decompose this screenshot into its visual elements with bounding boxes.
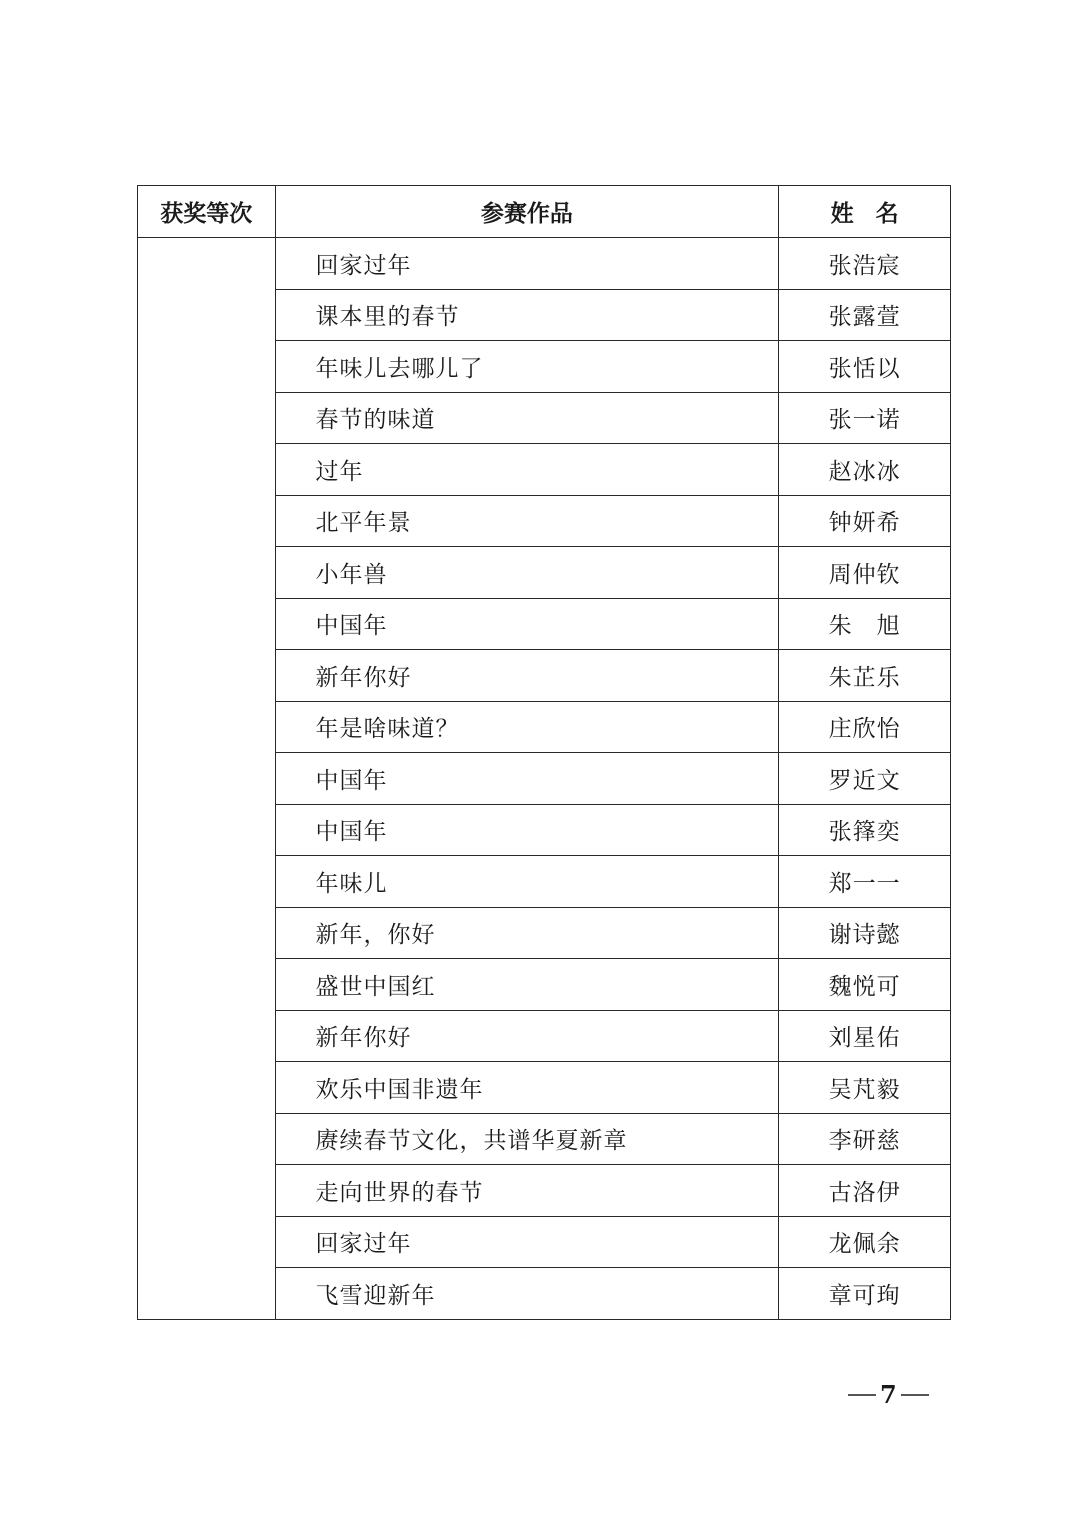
work-title: 新年你好 [275,1010,779,1062]
participant-name: 张露萱 [779,289,951,341]
participant-name: 魏悦可 [779,959,951,1011]
participant-name: 罗近文 [779,753,951,805]
participant-name: 周仲钦 [779,547,951,599]
participant-name: 龙佩余 [779,1216,951,1268]
awards-table [137,185,951,1320]
work-title: 春节的味道 [275,392,779,444]
work-title: 年味儿去哪儿了 [275,341,779,393]
participant-name: 赵冰冰 [779,444,951,496]
participant-name: 张恬以 [779,341,951,393]
work-title: 新年你好 [275,650,779,702]
participant-name: 张浩宸 [779,238,951,290]
table-row [138,238,951,290]
work-title: 过年 [275,444,779,496]
work-title: 小年兽 [275,547,779,599]
page-number: 7 [880,1380,897,1409]
work-title: 赓续春节文化，共谱华夏新章 [275,1113,779,1165]
participant-name: 郑一一 [779,856,951,908]
award-level-cell [138,238,276,1320]
work-title: 盛世中国红 [275,959,779,1011]
header-award-level: 获奖等次 [138,186,276,238]
table-header-row [138,186,951,238]
work-title: 北平年景 [275,495,779,547]
participant-name: 刘星佑 [779,1010,951,1062]
participant-name: 章可珣 [779,1268,951,1320]
work-title: 年味儿 [275,856,779,908]
participant-name: 李研慈 [779,1113,951,1165]
participant-name: 古洛伊 [779,1165,951,1217]
work-title: 走向世界的春节 [275,1165,779,1217]
work-title: 中国年 [275,598,779,650]
participant-name: 朱芷乐 [779,650,951,702]
participant-name: 吴芃毅 [779,1062,951,1114]
participant-name: 谢诗懿 [779,907,951,959]
work-title: 中国年 [275,804,779,856]
participant-name: 张箨奕 [779,804,951,856]
participant-name: 张一诺 [779,392,951,444]
dash-right [901,1394,929,1396]
work-title: 课本里的春节 [275,289,779,341]
work-title: 年是啥味道？ [275,701,779,753]
work-title: 欢乐中国非遗年 [275,1062,779,1114]
participant-name: 朱 旭 [779,598,951,650]
work-title: 新年，你好 [275,907,779,959]
header-work: 参赛作品 [275,186,779,238]
participant-name: 钟妍希 [779,495,951,547]
page-number-footer [848,1380,929,1409]
work-title: 回家过年 [275,1216,779,1268]
header-name: 姓名 [779,186,951,238]
work-title: 中国年 [275,753,779,805]
work-title: 回家过年 [275,238,779,290]
participant-name: 庄欣怡 [779,701,951,753]
work-title: 飞雪迎新年 [275,1268,779,1320]
dash-left [848,1394,876,1396]
